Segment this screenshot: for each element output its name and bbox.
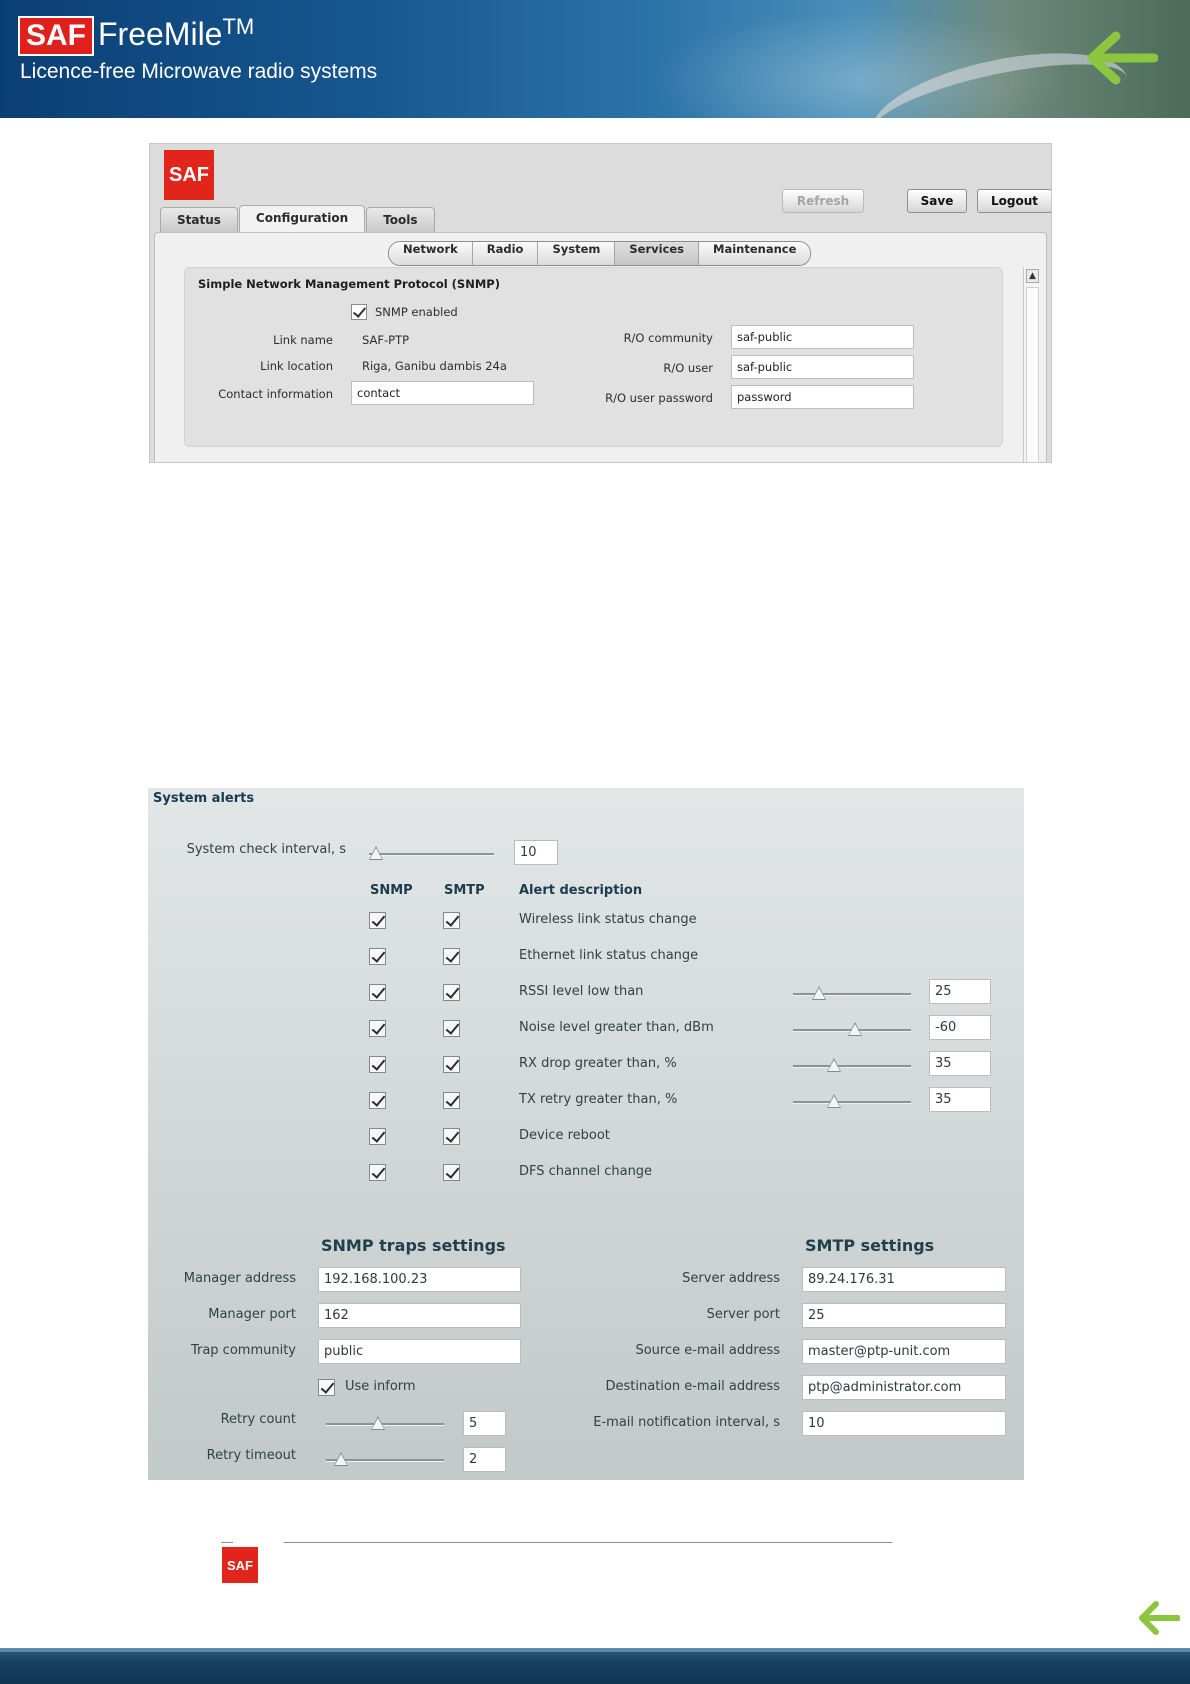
link-name-label: Link name [273,333,333,347]
contact-input[interactable]: contact [351,381,534,405]
dest-email-label: Destination e-mail address [605,1379,780,1394]
smtp-heading: SMTP settings [805,1236,935,1255]
alert-description: Wireless link status change [519,912,697,927]
snmp-alert-checkbox[interactable] [369,1092,386,1109]
slider-thumb[interactable] [369,846,383,860]
section-title: Simple Network Management Protocol (SNMP) [198,277,500,291]
logout-button[interactable]: Logout [977,189,1052,213]
ro-password-label: R/O user password [605,391,713,405]
slider-track [793,1065,911,1068]
alert-description: RSSI level low than [519,984,644,999]
snmp-alert-checkbox[interactable] [369,984,386,1001]
snmp-alert-checkbox[interactable] [369,1164,386,1181]
left-arrow-icon[interactable] [1086,30,1158,86]
ro-user-label: R/O user [663,361,713,375]
slider-thumb[interactable] [371,1416,385,1430]
snmp-config-screenshot [149,143,1052,463]
server-port-input[interactable]: 25 [802,1303,1006,1328]
snmp-alert-checkbox[interactable] [369,1020,386,1037]
system-alerts-screenshot [148,788,1024,1480]
manager-port-input[interactable]: 162 [318,1303,521,1328]
ro-community-label: R/O community [623,331,713,345]
smtp-alert-checkbox[interactable] [443,1164,460,1181]
subnav-radio[interactable]: Radio [473,242,539,265]
smtp-alert-checkbox[interactable] [443,1128,460,1145]
alert-description: Device reboot [519,1128,610,1143]
server-port-label: Server port [706,1307,780,1322]
slider-thumb[interactable] [848,1022,862,1036]
bottom-band [0,1648,1190,1684]
alert-threshold-input[interactable]: 35 [929,1051,991,1076]
snmp-alert-checkbox[interactable] [369,948,386,965]
scroll-track[interactable] [1026,287,1039,463]
check-interval-slider[interactable] [369,846,494,862]
snmp-alert-checkbox[interactable] [369,1128,386,1145]
alert-threshold-input[interactable]: 35 [929,1087,991,1112]
tagline: Licence-free Microwave radio systems [20,60,378,83]
scroll-up-icon[interactable]: ▲ [1026,269,1039,283]
use-inform-label: Use inform [345,1379,416,1394]
tab-status[interactable]: Status [160,207,238,232]
check-interval-label: System check interval, s [186,842,346,857]
alert-description: DFS channel change [519,1164,653,1179]
col-snmp: SNMP [370,883,413,898]
contact-label: Contact information [218,387,333,401]
manager-address-label: Manager address [183,1271,296,1286]
col-alert-description: Alert description [519,883,643,898]
left-arrow-icon[interactable] [1138,1600,1180,1636]
alert-description: Ethernet link status change [519,948,699,963]
slider-thumb[interactable] [334,1452,348,1466]
tab-configuration[interactable]: Configuration [239,205,365,232]
snmp-traps-heading: SNMP traps settings [321,1236,506,1255]
config-content [154,232,1047,463]
slider-thumb[interactable] [812,986,826,1000]
smtp-alert-checkbox[interactable] [443,1056,460,1073]
brand-box: SAF [18,16,94,56]
system-alerts-title: System alerts [153,791,255,806]
brand-logo [18,16,254,56]
smtp-alert-checkbox[interactable] [443,948,460,965]
smtp-alert-checkbox[interactable] [443,1020,460,1037]
link-location-label: Link location [260,359,333,373]
scrollbar[interactable] [1023,267,1040,463]
alert-description: TX retry greater than, % [519,1092,678,1107]
retry-timeout-slider[interactable] [326,1452,444,1468]
retry-count-slider[interactable] [326,1416,444,1432]
slider-thumb[interactable] [827,1094,841,1108]
alert-description: Noise level greater than, dBm [519,1020,714,1035]
footer-saf-logo: SAF [222,1547,258,1583]
subnav-network[interactable]: Network [389,242,473,265]
slider-track [369,853,494,856]
retry-timeout-label: Retry timeout [206,1448,296,1463]
saf-logo: SAF [164,150,214,200]
trap-community-label: Trap community [190,1343,296,1358]
notif-interval-label: E-mail notification interval, s [593,1415,780,1430]
ro-password-input[interactable]: password [731,385,914,409]
tab-tools[interactable]: Tools [366,207,434,232]
server-address-label: Server address [682,1271,780,1286]
dest-email-input[interactable]: ptp@administrator.com [802,1375,1006,1400]
retry-timeout-input[interactable]: 2 [463,1447,506,1472]
use-inform-checkbox[interactable] [318,1379,335,1396]
sub-navigation [388,241,811,266]
subnav-services[interactable]: Services [615,242,699,265]
link-name-value: SAF-PTP [362,333,410,347]
trap-community-input[interactable]: public [318,1339,521,1364]
manager-address-input[interactable]: 192.168.100.23 [318,1267,521,1292]
alert-threshold-input[interactable]: 25 [929,979,991,1004]
check-interval-input[interactable]: 10 [514,840,558,865]
refresh-button[interactable]: Refresh [782,189,864,213]
col-smtp: SMTP [444,883,485,898]
alert-threshold-slider[interactable] [793,1058,911,1074]
source-email-input[interactable]: master@ptp-unit.com [802,1339,1006,1364]
retry-count-input[interactable]: 5 [463,1411,506,1436]
ro-community-input[interactable]: saf-public [731,325,914,349]
alert-threshold-slider[interactable] [793,1094,911,1110]
slider-track [326,1423,444,1426]
notif-interval-input[interactable]: 10 [802,1411,1006,1436]
main-tabs [160,207,436,232]
page-banner [0,0,1190,118]
smtp-alert-checkbox[interactable] [443,984,460,1001]
snmp-enabled-label: SNMP enabled [375,305,458,319]
retry-count-label: Retry count [220,1412,296,1427]
snmp-enabled-checkbox[interactable] [351,304,367,320]
smtp-alert-checkbox[interactable] [443,912,460,929]
alert-threshold-slider[interactable] [793,1022,911,1038]
snmp-panel [184,267,1003,447]
alert-description: RX drop greater than, % [519,1056,677,1071]
slider-track [793,993,911,996]
subnav-maintenance[interactable]: Maintenance [699,242,810,265]
footer-tick [221,1542,233,1543]
source-email-label: Source e-mail address [635,1343,780,1358]
alert-threshold-slider[interactable] [793,986,911,1002]
snmp-alert-checkbox[interactable] [369,1056,386,1073]
slider-thumb[interactable] [827,1058,841,1072]
smtp-alert-checkbox[interactable] [443,1092,460,1109]
subnav-system[interactable]: System [538,242,615,265]
save-button[interactable]: Save [907,189,967,213]
server-address-input[interactable]: 89.24.176.31 [802,1267,1006,1292]
brand-name: FreeMile [98,16,223,52]
snmp-alert-checkbox[interactable] [369,912,386,929]
ro-user-input[interactable]: saf-public [731,355,914,379]
footer-rule [284,1542,892,1543]
link-location-value: Riga, Ganibu dambis 24a [362,359,507,373]
slider-track [793,1101,911,1104]
alert-threshold-input[interactable]: -60 [929,1015,991,1040]
manager-port-label: Manager port [208,1307,296,1322]
brand-trademark: TM [222,14,255,39]
